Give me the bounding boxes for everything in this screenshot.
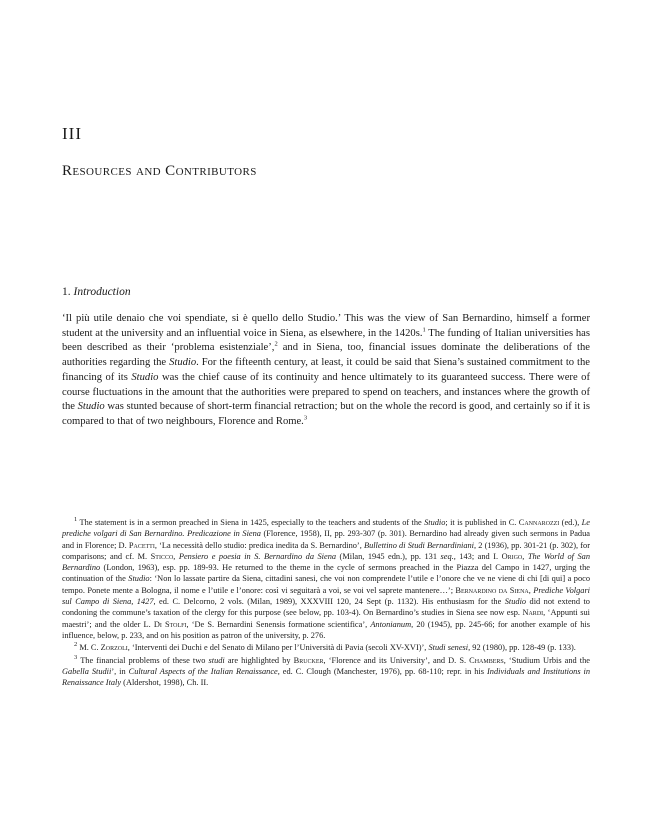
- footnote-text: The financial problems of these two: [80, 655, 209, 665]
- footnote-italic: seq.: [440, 551, 454, 561]
- footnote-italic: Studio: [504, 597, 527, 607]
- footnote-italic: Bullettino di Studi Bernardiniani: [363, 540, 474, 550]
- footnotes: [62, 517, 590, 689]
- footnote-italic: Prediche Volgari sul Campo di Siena, 1427: [62, 585, 591, 607]
- footnote-author: Zorzoli: [100, 643, 128, 653]
- chapter-title: Resources and Contributors: [62, 163, 257, 179]
- footnote-ref-2: 2: [274, 340, 278, 348]
- footnote-italic: Studio: [424, 518, 446, 527]
- footnote-text: : ‘Non lo lassate partire da Siena, cittadini sanesi, che voi non comprendete l’utile e l’onore che ve ne viene di chi [di qui] a poco tempo. Ponete mente a Bologna, il nome e l’utile e l’onore: così vi seguitarà a voi, se voi vel saprete mantenere…’;: [62, 574, 590, 595]
- footnote-author: Chambers: [469, 655, 504, 665]
- footnote-mark: 2: [74, 641, 78, 649]
- body-text-1: ‘Il più utile denaio che voi spendiate, si è quello dello Studio.’ This was the view of San Bernardino, himself a former student at the university and an influential voice in Siena, as elsewhere, in the 1420s.: [62, 313, 590, 339]
- footnote-text: , 20 (1945), pp. 245-66; for another example of his influence, below, p. 233, and on his position as patron of the university, p. 276.: [62, 619, 591, 640]
- section-title: Introduction: [73, 286, 131, 298]
- body-italic-studio: Studio: [77, 401, 105, 413]
- body-italic-studio: Studio: [169, 357, 197, 369]
- body-italic-studio: Studio: [131, 371, 159, 383]
- chapter-number: III: [62, 124, 82, 143]
- body-paragraph: [62, 312, 590, 430]
- footnote-text: , ‘Appunti sui maestri’; and the older L.: [62, 608, 590, 629]
- footnote-text: ; it is published in C.: [445, 518, 519, 527]
- footnote-text: , ed. C. Delcorno, 2 vols. (Milan, 1989), XXXVIII 120, 24 Sept (p. 1132). His enthusiasm for the: [153, 597, 505, 607]
- footnote-text: (ed.),: [559, 518, 582, 527]
- footnote-italic: Gabella Studii: [62, 666, 112, 676]
- body-text-6: was stunted because of short-term financial retraction; but on the whole the record is good, and certainly so if it is compared to that of two neighbours, Florence and Rome.: [62, 401, 590, 427]
- footnote-italic: Antonianum: [370, 619, 412, 629]
- footnote-author: Nardi: [522, 608, 544, 618]
- footnote-text: , ‘De S. Bernardini Senensis formatione scientifica’,: [186, 619, 371, 629]
- footnote-ref-1: 1: [422, 326, 426, 334]
- footnote-mark: 3: [74, 653, 78, 661]
- footnote-1: [62, 517, 590, 641]
- footnote-text: (Milan, 1945 edn.), pp. 131: [336, 551, 441, 561]
- footnote-text: , ed. C. Clough (Manchester, 1976), pp. 68-110; repr. in his: [277, 666, 488, 676]
- footnote-author: Cannarozzi: [518, 518, 560, 527]
- body-text-2: The funding of Italian universities has been described as their ‘problema esistenziale’,: [62, 327, 590, 354]
- body-text-3: and in Siena, too, financial issues dominate the deliberations of the authorities regarding the: [62, 342, 590, 369]
- footnote-2: [62, 642, 590, 653]
- footnote-text: , ‘Interventi dei Duchi e del Senato di Milano per l’Università di Pavia (secoli XV-XVI)’,: [127, 643, 429, 653]
- footnote-italic: Cultural Aspects of the Italian Renaissance: [128, 666, 278, 676]
- footnote-text: The statement is in a sermon preached in Siena in 1425, especially to the teachers and students of the: [79, 518, 425, 527]
- footnote-text: , 2 (1936), pp. 301-21 (p. 302), for comparisons; and cf. M.: [62, 540, 590, 561]
- footnote-text: ,: [522, 551, 528, 561]
- footnote-author: Sticco: [150, 551, 174, 561]
- footnote-author: Brucker: [293, 655, 324, 665]
- footnote-text: , ‘Florence and its University’, and D. S.: [323, 655, 470, 665]
- section-number: 1.: [62, 286, 71, 298]
- footnote-mark: 1: [74, 516, 78, 524]
- section-heading: [62, 286, 131, 298]
- footnote-author: Pacetti: [128, 540, 155, 550]
- footnote-text: , 143; and I.: [453, 551, 502, 561]
- footnote-text: , ‘La necessità dello studio: predica inedita da S. Bernardino’,: [154, 540, 364, 550]
- footnote-italic: The World of San Bernardino: [62, 551, 591, 573]
- footnote-text: are highlighted by: [224, 655, 294, 665]
- footnote-italic: Individuals and Institutions in Renaissance Italy: [62, 666, 591, 688]
- body-text-5: was the chief cause of its continuity and hence ultimately to its guaranteed success. There were of course fluctuations in the amount that the authorities were prepared to spend on teachers, and instances where the growth of the: [62, 371, 590, 413]
- footnote-italic: studi: [208, 655, 225, 665]
- footnote-italic: Le prediche volgari di San Bernardino. Predicazione in Siena: [62, 518, 591, 539]
- footnote-3: [62, 655, 590, 689]
- footnote-author: Bernardino da Siena: [455, 585, 529, 595]
- footnote-text: ,: [528, 585, 534, 595]
- footnote-text: ,: [173, 551, 179, 561]
- footnote-text: , 92 (1980), pp. 128-49 (p. 133).: [468, 643, 576, 653]
- footnote-text: , ‘Studium Urbis and the: [503, 655, 590, 665]
- footnote-ref-3: 3: [303, 414, 308, 422]
- body-text-4: . For the fifteenth century, at least, it could be said that Siena’s sustained commitment to the financing of its: [62, 357, 590, 383]
- footnote-text: (Florence, 1958), II, pp. 293-307 (p. 301). Bernardino had already given such sermons in Padua and in Florence; D.: [62, 529, 590, 550]
- footnote-text: M. C.: [79, 643, 101, 653]
- footnote-text: (London, 1963), esp. pp. 189-93. He returned to the theme in the cycle of sermons preached in the Piazza del Campo in 1427, urging the continuation of the: [62, 563, 590, 584]
- footnote-italic: Studi senesi: [428, 643, 469, 653]
- footnote-text: did not extend to condoning the commune’s taxation of the clergy for this purpose (see below, pp. 103-4). On Bernardino’s studies in Siena see now esp.: [62, 597, 590, 618]
- footnote-italic: Pensiero e poesia in S. Bernardino da Siena: [178, 551, 337, 561]
- footnote-text: (Aldershot, 1998), Ch. II.: [121, 678, 209, 688]
- footnote-author: Origo: [501, 551, 523, 561]
- footnote-text: ’, in: [111, 666, 129, 676]
- footnote-italic: Studio: [128, 574, 150, 584]
- footnote-author: Di Stolfi: [153, 619, 187, 629]
